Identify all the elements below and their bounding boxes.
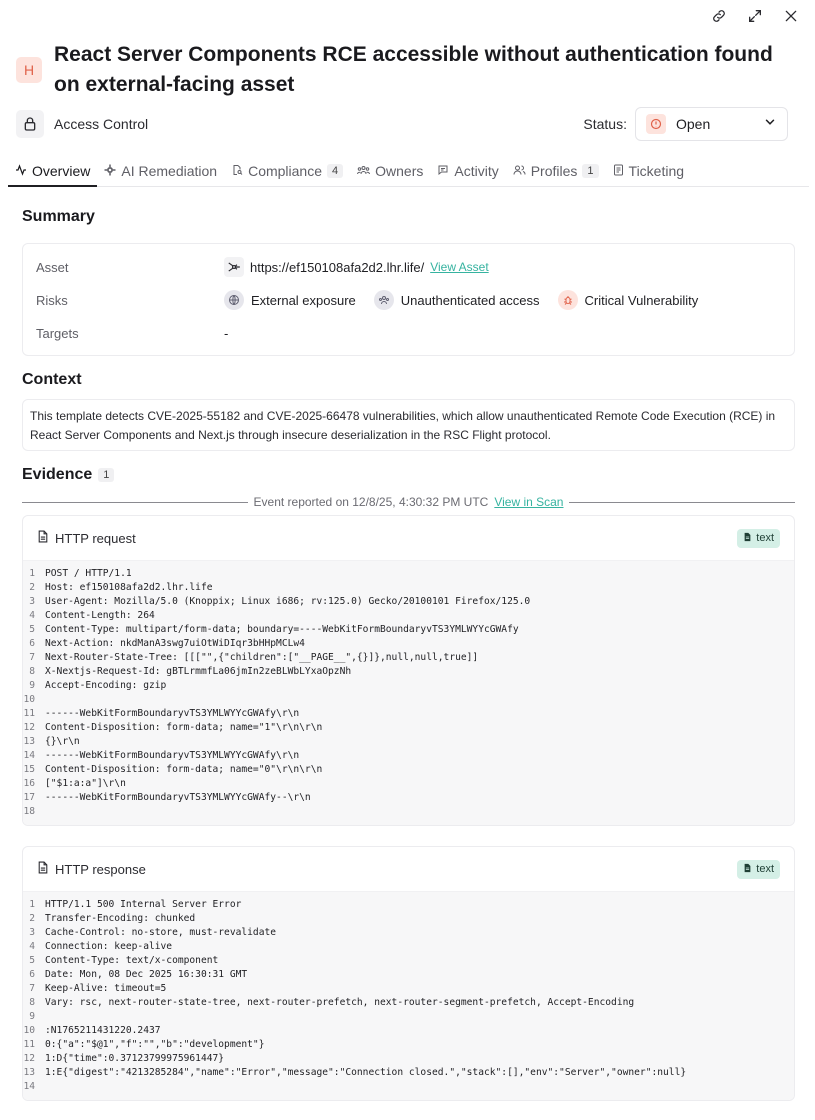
line-number: 14 [23, 750, 35, 761]
code-line [23, 707, 794, 721]
page-title: React Server Components RCE accessible without authentication found on external-facing asset [54, 43, 773, 96]
code-line [23, 749, 794, 763]
severity-badge: H [16, 57, 42, 83]
line-number: 10 [23, 694, 35, 705]
line-number: 5 [29, 624, 35, 635]
tab-label: Owners [375, 163, 424, 179]
line-content: HTTP/1.1 500 Internal Server Error [45, 899, 242, 910]
code-line [23, 791, 794, 805]
code-line [23, 679, 794, 693]
code-line [23, 721, 794, 735]
line-number: 15 [23, 764, 35, 775]
line-number: 9 [29, 680, 35, 691]
tab-ai-remediation[interactable] [97, 150, 224, 186]
line-number: 3 [29, 596, 35, 607]
file-text-icon [743, 863, 752, 876]
code-line [23, 777, 794, 791]
code-line [23, 763, 794, 777]
divider [22, 502, 248, 503]
line-content: Content-Type: text/x-component [45, 955, 219, 966]
tab-label: AI Remediation [121, 163, 218, 179]
format-badge[interactable] [737, 529, 780, 548]
lock-icon [16, 110, 44, 138]
line-number: 2 [29, 913, 35, 924]
risk-unauthenticated-access [374, 290, 540, 310]
format-badge-label: text [756, 863, 774, 875]
line-number: 12 [23, 722, 35, 733]
code-line [23, 595, 794, 609]
network-node-icon [224, 257, 244, 277]
code-line [23, 926, 794, 940]
code-line [23, 1010, 794, 1024]
code-line [23, 651, 794, 665]
line-number: 10 [23, 1025, 35, 1036]
line-content: 1:D{"time":0.37123799975961447} [45, 1053, 225, 1064]
code-line [23, 1052, 794, 1066]
http-request-card [22, 515, 795, 826]
line-content: ["$1:a:a"]\r\n [45, 778, 126, 789]
line-content: Cache-Control: no-store, must-revalidate [45, 927, 277, 938]
line-number: 4 [29, 941, 35, 952]
users-group-icon [357, 163, 370, 179]
line-number: 13 [23, 1067, 35, 1078]
line-number: 6 [29, 969, 35, 980]
line-number: 9 [29, 1011, 35, 1022]
code-line [23, 581, 794, 595]
line-content: ------WebKitFormBoundaryvTS3YMLWYYcGWAfy--\r\n [45, 792, 311, 803]
format-badge-label: text [756, 532, 774, 544]
line-content: Keep-Alive: timeout=5 [45, 983, 167, 994]
tab-label: Activity [454, 163, 499, 179]
line-number: 7 [29, 983, 35, 994]
line-number: 8 [29, 997, 35, 1008]
globe-icon [224, 290, 244, 310]
category-row [16, 108, 788, 140]
status-value: Open [676, 116, 711, 132]
line-content [45, 693, 794, 707]
line-number: 7 [29, 652, 35, 663]
line-content: ------WebKitFormBoundaryvTS3YMLWYYcGWAfy\r\n [45, 708, 300, 719]
evidence-heading [22, 466, 114, 484]
evidence-title: Evidence [22, 466, 93, 483]
close-icon[interactable] [781, 6, 801, 26]
code-line [23, 1080, 794, 1094]
risk-label: External exposure [251, 292, 356, 308]
line-content: Vary: rsc, next-router-state-tree, next-router-prefetch, next-router-segment-prefetch, Accept-Encoding [45, 997, 635, 1008]
chevron-down-icon [763, 115, 777, 134]
risks-label: Risks [36, 292, 68, 308]
code-line [23, 968, 794, 982]
tab-compliance[interactable] [224, 150, 350, 186]
file-icon [37, 530, 49, 546]
line-number: 11 [23, 1039, 35, 1050]
tab-count: 4 [327, 164, 343, 178]
line-content: Host: ef150108afa2d2.lhr.life [45, 582, 213, 593]
status-select[interactable] [635, 107, 788, 141]
risks-row [36, 288, 784, 312]
document-search-icon [231, 163, 243, 179]
category-label: Access Control [54, 116, 149, 132]
tab-owners[interactable] [350, 150, 430, 186]
tab-count: 1 [582, 164, 598, 178]
context-heading: Context [22, 371, 82, 388]
line-content: Next-Router-State-Tree: [[["",{"children":["__PAGE__",{}]},null,null,true]] [45, 652, 479, 663]
targets-row [36, 321, 784, 345]
tab-label: Compliance [248, 163, 323, 179]
asset-row [36, 255, 784, 279]
http-response-body [23, 892, 794, 1100]
line-content: Content-Type: multipart/form-data; boundary=----WebKitFormBoundaryvTS3YMLWYYcGWAfy [45, 624, 519, 635]
http-request-title: HTTP request [55, 530, 136, 546]
targets-label: Targets [36, 325, 79, 341]
status-label: Status: [583, 116, 627, 132]
tab-label: Profiles [530, 163, 578, 179]
users-icon [513, 163, 526, 179]
alert-circle-icon [646, 114, 666, 134]
code-line [23, 982, 794, 996]
line-number: 1 [29, 899, 35, 910]
code-line [23, 1066, 794, 1080]
event-divider [22, 494, 795, 510]
line-content: ------WebKitFormBoundaryvTS3YMLWYYcGWAfy\r\n [45, 750, 300, 761]
line-content [45, 1010, 794, 1024]
user-group-icon [374, 290, 394, 310]
line-content [45, 1080, 794, 1094]
window-actions [709, 6, 801, 26]
expand-icon[interactable] [745, 6, 765, 26]
line-number: 16 [23, 778, 35, 789]
code-line [23, 1038, 794, 1052]
event-text: Event reported on 12/8/25, 4:30:32 PM UTC [253, 495, 489, 509]
line-number: 14 [23, 1081, 35, 1092]
line-number: 8 [29, 666, 35, 677]
tab-label: Ticketing [628, 163, 685, 179]
http-request-body [23, 561, 794, 825]
line-content: X-Nextjs-Request-Id: gBTLrmmfLa06jmIn2zeBLWbLYxaOpzNh [45, 666, 352, 677]
line-content: Content-Disposition: form-data; name="1"\r\n\r\n [45, 722, 323, 733]
line-content: 1:E{"digest":"4213285284","name":"Error","message":"Connection closed.","stack":[],"env":"Server","owner":null} [45, 1067, 687, 1078]
activity-icon [15, 163, 27, 179]
line-number: 3 [29, 927, 35, 938]
code-line [23, 954, 794, 968]
line-content: Accept-Encoding: gzip [45, 680, 167, 691]
tab-overview[interactable] [8, 150, 97, 186]
line-content: User-Agent: Mozilla/5.0 (Knoppix; Linux i686; rv:125.0) Gecko/20100101 Firefox/125.0 [45, 596, 531, 607]
bug-icon [558, 290, 578, 310]
code-line [23, 665, 794, 679]
code-line [23, 996, 794, 1010]
tab-profiles[interactable] [506, 150, 606, 186]
view-in-scan-link[interactable]: View in Scan [494, 495, 564, 509]
code-line [23, 693, 794, 707]
line-content: Content-Length: 264 [45, 610, 155, 621]
line-content: :N1765211431220.2437 [45, 1025, 161, 1036]
line-content: Connection: keep-alive [45, 941, 173, 952]
code-line [23, 623, 794, 637]
tab-bar [8, 150, 809, 187]
gear-icon [104, 163, 116, 179]
line-number: 11 [23, 708, 35, 719]
code-line [23, 567, 794, 581]
line-number: 5 [29, 955, 35, 966]
line-content: Date: Mon, 08 Dec 2025 16:30:31 GMT [45, 969, 248, 980]
code-line [23, 805, 794, 819]
risk-label: Unauthenticated access [400, 292, 540, 308]
file-icon [37, 861, 49, 877]
risk-external-exposure [224, 290, 356, 310]
line-number: 1 [29, 568, 35, 579]
tab-activity[interactable] [430, 150, 505, 186]
code-line [23, 912, 794, 926]
tab-label: Overview [32, 163, 91, 179]
risk-label: Critical Vulnerability [584, 292, 699, 308]
line-number: 6 [29, 638, 35, 649]
asset-url: https://ef150108afa2d2.lhr.life/ [250, 259, 425, 275]
line-number: 2 [29, 582, 35, 593]
finding-header [16, 40, 785, 100]
http-response-title: HTTP response [55, 861, 146, 877]
line-number: 13 [23, 736, 35, 747]
summary-heading: Summary [22, 208, 95, 225]
view-asset-link[interactable]: View Asset [430, 260, 489, 274]
code-line [23, 735, 794, 749]
summary-card [22, 243, 795, 356]
line-content: Next-Action: nkdManA3swg7uiOtWiDIqr3bHHpMCLw4 [45, 638, 305, 649]
context-text: This template detects CVE-2025-55182 and CVE-2025-66478 vulnerabilities, which allow unauthenticated Remote Code Execution (RCE) in React Server Components and Next.js through insecure deserialization in the RSC Flight protocol. [22, 399, 795, 451]
divider [569, 502, 795, 503]
line-content: Content-Disposition: form-data; name="0"\r\n\r\n [45, 764, 323, 775]
evidence-count: 1 [98, 468, 114, 482]
file-text-icon [743, 532, 752, 545]
line-number: 18 [23, 806, 35, 817]
code-line [23, 609, 794, 623]
line-content [45, 805, 794, 819]
code-line [23, 1024, 794, 1038]
code-line [23, 637, 794, 651]
format-badge[interactable] [737, 860, 780, 879]
line-number: 17 [23, 792, 35, 803]
line-content: {}\r\n [45, 736, 80, 747]
link-icon[interactable] [709, 6, 729, 26]
tab-ticketing[interactable] [606, 150, 692, 186]
chat-icon [437, 163, 449, 179]
line-content: POST / HTTP/1.1 [45, 568, 132, 579]
risk-critical-vulnerability [558, 290, 699, 310]
asset-label: Asset [36, 259, 69, 275]
line-content: 0:{"a":"$@1","f":"","b":"development"} [45, 1039, 265, 1050]
ticket-icon [613, 163, 624, 179]
targets-value: - [224, 325, 229, 341]
line-number: 4 [29, 610, 35, 621]
code-line [23, 898, 794, 912]
http-response-card [22, 846, 795, 1101]
line-content: Transfer-Encoding: chunked [45, 913, 196, 924]
code-line [23, 940, 794, 954]
line-number: 12 [23, 1053, 35, 1064]
